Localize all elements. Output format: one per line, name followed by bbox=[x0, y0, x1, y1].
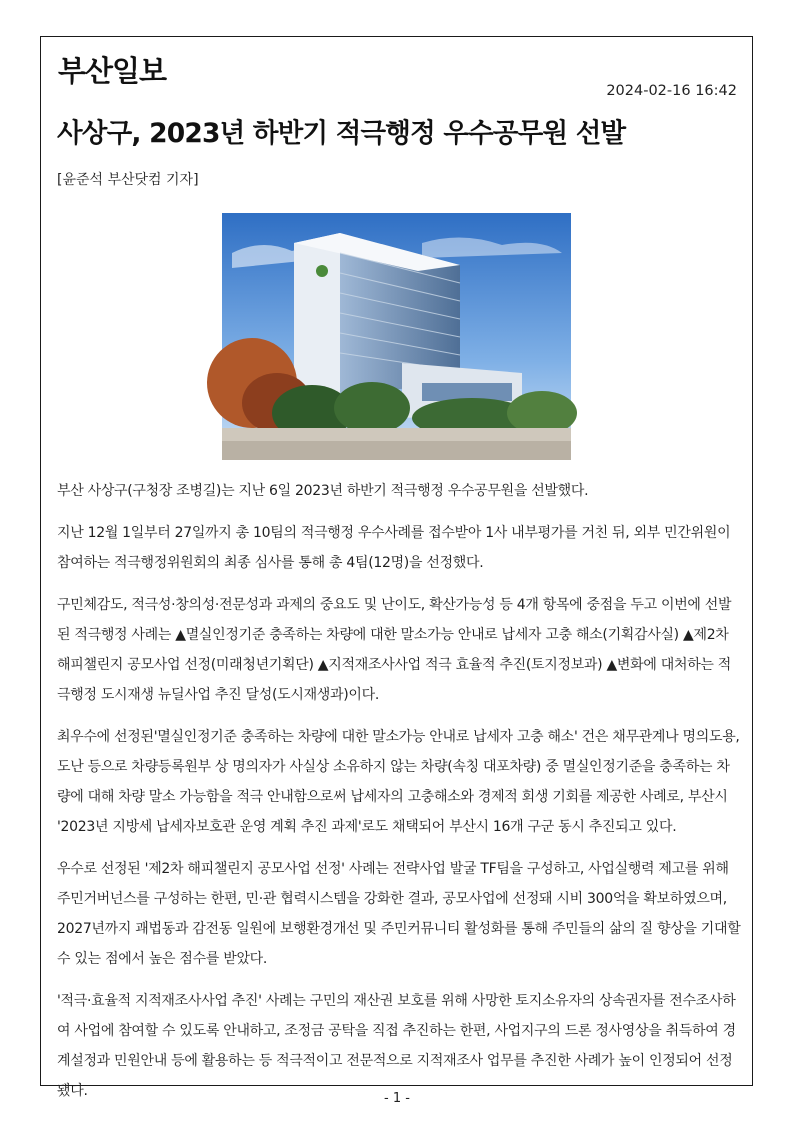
article-photo bbox=[222, 213, 571, 460]
article-paragraph: 우수로 선정된 '제2차 해피챌린지 공모사업 선정' 사례는 전략사업 발굴 TF팀을 구성하고, 사업실행력 제고를 위해 주민거버넌스를 구성하는 한편, 민·관 협력시스템을 강화한 결과, 공모사업에 선정돼 시비 300억을 확보하였으며, 2027년까지 괘법동과 감전동 일원에 보행환경개선 및 주민커뮤니티 활성화를 통해 주민들의 삶의 질 향상을 기대할 수 있는 점에서 높은 점수를 받았다. bbox=[57, 861, 741, 967]
article-body bbox=[57, 476, 741, 1118]
publish-date: 2024-02-16 16:42 bbox=[606, 83, 737, 99]
newspaper-name: 부산일보 bbox=[58, 54, 167, 88]
article-paragraph: '적극·효율적 지적재조사사업 추진' 사례는 구민의 재산권 보호를 위해 사망한 토지소유자의 상속권자를 전수조사하여 사업에 참여할 수 있도록 안내하고, 조정금 공탁을 직접 추진하는 한편, 사업지구의 드론 정사영상을 취득하여 경계설정과 민원안내 등에 활용하는 등 적극적이고 전문적으로 지적재조사 업무를 추진한 사례가 높이 인정되어 선정됐다. bbox=[57, 993, 736, 1099]
article-paragraph: 부산 사상구(구청장 조병길)는 지난 6일 2023년 하반기 적극행정 우수공무원을 선발했다. bbox=[57, 483, 589, 499]
article-frame bbox=[40, 36, 753, 1099]
article-headline: 사상구, 2023년 하반기 적극행정 우수공무원 선발 bbox=[57, 118, 626, 149]
article-byline: [윤준석 부산닷컴 기자] bbox=[57, 172, 199, 188]
article-paragraph: 구민체감도, 적극성·창의성·전문성과 과제의 중요도 및 난이도, 확산가능성 등 4개 항목에 중점을 두고 이번에 선발된 적극행정 사례는 ▲멸실인정기준 충족하는 차량에 대한 말소가능 안내로 납세자 고충 해소(기획감사실) ▲제2차 해피챌린지 공모사업 선정(미래청년기획단) ▲지적재조사사업 적극 효율적 추진(토지정보과) ▲변화에 대처하는 적극행정 도시재생 뉴딜사업 추진 달성(도시재생과)이다. bbox=[57, 597, 732, 703]
article-paragraph: 최우수에 선정된'멸실인정기준 충족하는 차량에 대한 말소가능 안내로 납세자 고충 해소' 건은 채무관계나 명의도용, 도난 등으로 차량등록원부 상 명의자가 사실상 소유하지 않는 차량(속칭 대포차량) 중 멸실인정기준을 충족하는 차량에 대해 차량 말소 가능함을 적극 안내함으로써 납세자의 고충해소와 경제적 회생 기회를 제공한 사례로, 부산시 '2023년 지방세 납세자보호관 운영 계획 추진 과제'로도 채택되어 부산시 16개 구군 동시 추진되고 있다. bbox=[57, 729, 740, 835]
page-number: - 1 - bbox=[384, 1091, 410, 1106]
article-paragraph: 지난 12월 1일부터 27일까지 총 10팀의 적극행정 우수사례를 접수받아 1사 내부평가를 거친 뒤, 외부 민간위원이 참여하는 적극행정위원회의 최종 심사를 통해 총 4팀(12명)을 선정했다. bbox=[57, 525, 731, 571]
